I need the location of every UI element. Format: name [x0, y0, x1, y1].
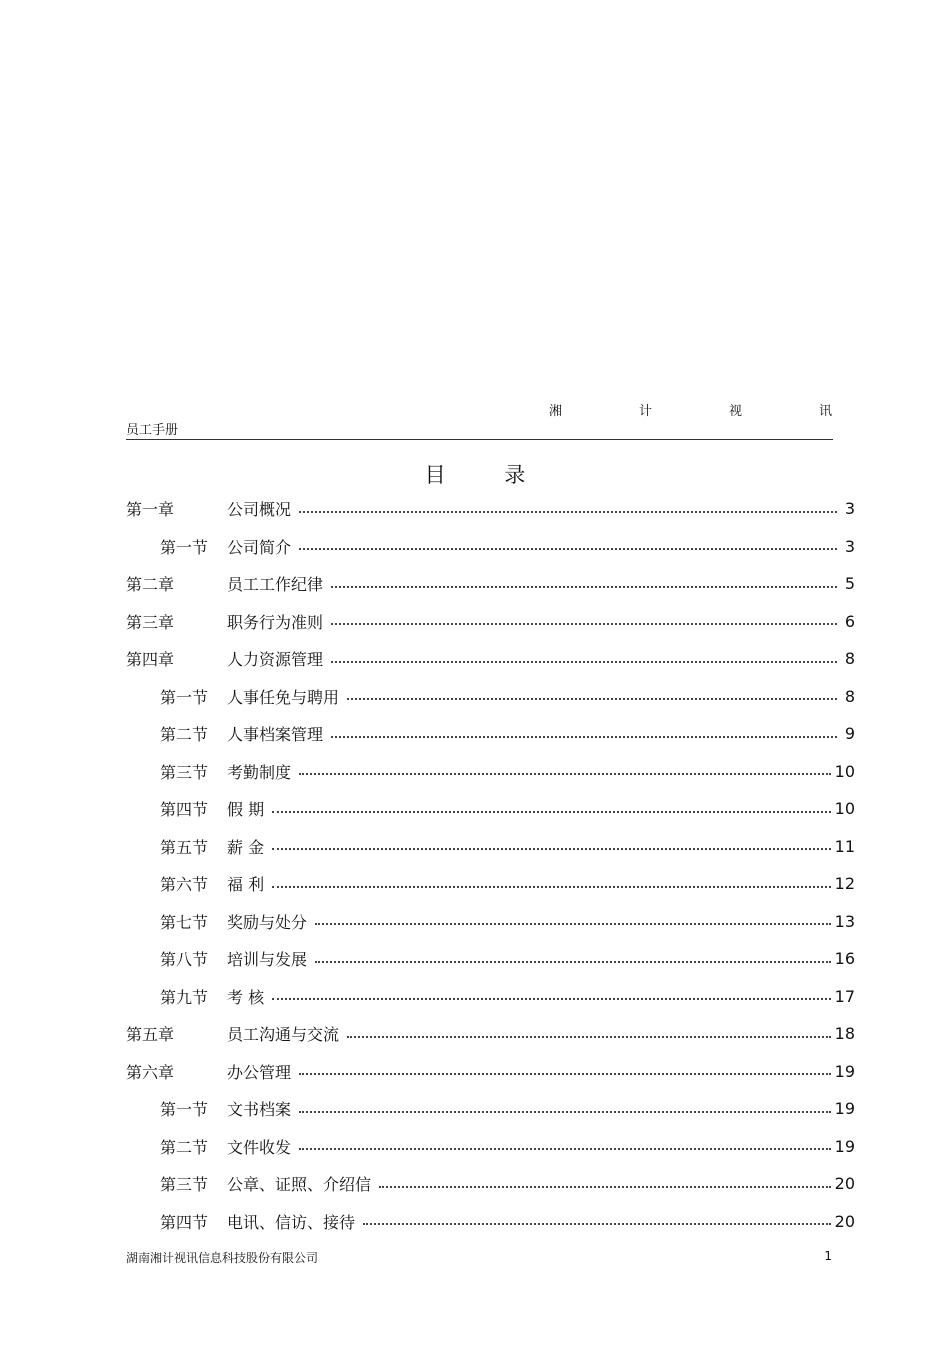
toc-entry-title: 假 期: [227, 800, 265, 820]
toc-entry-number: 第六节: [160, 875, 209, 895]
toc-entry-number: 第八节: [160, 950, 209, 970]
toc-entry-section[interactable]: [126, 828, 855, 866]
toc-entry-number: 第三章: [126, 612, 175, 632]
toc-entry-number: 第七节: [160, 912, 209, 932]
header-company-char: 视: [728, 404, 742, 419]
toc-entry-chapter[interactable]: [126, 1053, 855, 1091]
toc-dot-leader: [299, 1111, 831, 1113]
toc-entry-number: 第三节: [160, 762, 209, 782]
toc-entry-number: 第一节: [160, 1100, 209, 1120]
toc-entry-section[interactable]: [126, 1128, 855, 1166]
toc-entry-number: 第二节: [160, 725, 209, 745]
toc-dot-leader: [272, 886, 831, 888]
toc-entry-number: 第五节: [160, 837, 209, 857]
toc-entry-page: 3: [844, 499, 855, 519]
toc-entry-page: 20: [834, 1211, 855, 1231]
header-company-name: [549, 400, 832, 419]
toc-entry-number: 第九节: [160, 987, 209, 1007]
toc-entry-number: 第二章: [126, 575, 175, 595]
toc-entry-title: 员工工作纪律: [227, 575, 324, 595]
toc-entry-page: 16: [834, 949, 855, 969]
toc-entry-page: 8: [844, 686, 855, 706]
toc-entry-page: 20: [834, 1174, 855, 1194]
toc-entry-number: 第三节: [160, 1175, 209, 1195]
toc-entry-section[interactable]: [126, 1165, 855, 1203]
toc-entry-page: 6: [844, 611, 855, 631]
toc-entry-page: 19: [834, 1136, 855, 1156]
toc-entry-page: 9: [844, 724, 855, 744]
toc-entry-number: 第一节: [160, 537, 209, 557]
toc-entry-title: 人力资源管理: [227, 650, 324, 670]
toc-entry-section[interactable]: [126, 865, 855, 903]
header-company-char: 讯: [818, 404, 832, 419]
toc-dot-leader: [272, 848, 831, 850]
toc-entry-title: 办公管理: [227, 1062, 292, 1082]
toc-entry-number: 第四章: [126, 650, 175, 670]
toc-entry-title: 奖励与处分: [227, 912, 308, 932]
table-of-contents: [126, 490, 855, 1240]
toc-entry-page: 8: [844, 649, 855, 669]
toc-entry-section[interactable]: [126, 790, 855, 828]
toc-dot-leader: [299, 511, 837, 513]
toc-entry-section[interactable]: [126, 715, 855, 753]
footer-company-name: 湖南湘计视讯信息科技股份有限公司: [126, 1251, 319, 1265]
toc-entry-number: 第一节: [160, 687, 209, 707]
toc-entry-number: 第一章: [126, 500, 175, 520]
toc-entry-title: 职务行为准则: [227, 612, 324, 632]
footer-page-number: 1: [824, 1249, 832, 1263]
toc-entry-title: 公司简介: [227, 537, 292, 557]
toc-entry-page: 5: [844, 574, 855, 594]
toc-dot-leader: [347, 1036, 831, 1038]
header-company-char: 计: [638, 404, 652, 419]
toc-entry-title: 考 核: [227, 987, 265, 1007]
toc-entry-page: 19: [834, 1061, 855, 1081]
toc-entry-section[interactable]: [126, 678, 855, 716]
header-divider: [126, 439, 833, 440]
toc-entry-number: 第二节: [160, 1137, 209, 1157]
toc-entry-title: 公章、证照、介绍信: [227, 1175, 372, 1195]
toc-entry-page: 18: [834, 1024, 855, 1044]
toc-dot-leader: [331, 623, 837, 625]
toc-entry-section[interactable]: [126, 978, 855, 1016]
toc-heading: 目 录: [424, 463, 552, 487]
toc-dot-leader: [331, 586, 837, 588]
toc-entry-page: 13: [834, 911, 855, 931]
toc-entry-title: 文件收发: [227, 1137, 292, 1157]
toc-dot-leader: [347, 698, 837, 700]
header-document-title: 员工手册: [126, 423, 179, 438]
toc-entry-title: 薪 金: [227, 837, 265, 857]
toc-entry-title: 培训与发展: [227, 950, 308, 970]
toc-entry-section[interactable]: [126, 1203, 855, 1241]
toc-entry-number: 第六章: [126, 1062, 175, 1082]
toc-entry-chapter[interactable]: [126, 490, 855, 528]
toc-dot-leader: [315, 961, 831, 963]
toc-entry-title: 人事档案管理: [227, 725, 324, 745]
toc-entry-page: 17: [834, 986, 855, 1006]
toc-dot-leader: [331, 661, 837, 663]
toc-entry-section[interactable]: [126, 940, 855, 978]
toc-dot-leader: [363, 1223, 831, 1225]
toc-entry-section[interactable]: [126, 903, 855, 941]
toc-dot-leader: [299, 1073, 831, 1075]
toc-dot-leader: [315, 923, 831, 925]
toc-entry-page: 10: [834, 799, 855, 819]
toc-entry-chapter[interactable]: [126, 1015, 855, 1053]
toc-dot-leader: [272, 811, 831, 813]
toc-entry-chapter[interactable]: [126, 565, 855, 603]
toc-entry-number: 第五章: [126, 1025, 175, 1045]
toc-entry-section[interactable]: [126, 1090, 855, 1128]
toc-entry-section[interactable]: [126, 528, 855, 566]
toc-entry-title: 人事任免与聘用: [227, 687, 340, 707]
toc-dot-leader: [272, 998, 831, 1000]
toc-dot-leader: [299, 1148, 831, 1150]
toc-entry-chapter[interactable]: [126, 603, 855, 641]
toc-entry-title: 公司概况: [227, 500, 292, 520]
header-company-char: 湘: [549, 404, 563, 419]
toc-entry-title: 考勤制度: [227, 762, 292, 782]
toc-entry-title: 员工沟通与交流: [227, 1025, 340, 1045]
toc-entry-title: 福 利: [227, 875, 265, 895]
toc-entry-page: 12: [834, 874, 855, 894]
toc-entry-page: 19: [834, 1099, 855, 1119]
toc-entry-title: 电讯、信访、接待: [227, 1212, 356, 1232]
toc-dot-leader: [299, 773, 831, 775]
toc-entry-number: 第四节: [160, 800, 209, 820]
toc-entry-page: 3: [844, 536, 855, 556]
toc-dot-leader: [331, 736, 837, 738]
toc-entry-page: 10: [834, 761, 855, 781]
toc-dot-leader: [379, 1186, 831, 1188]
toc-entry-number: 第四节: [160, 1212, 209, 1232]
toc-entry-title: 文书档案: [227, 1100, 292, 1120]
toc-entry-section[interactable]: [126, 753, 855, 791]
toc-dot-leader: [299, 548, 837, 550]
toc-entry-chapter[interactable]: [126, 640, 855, 678]
toc-entry-page: 11: [834, 836, 855, 856]
